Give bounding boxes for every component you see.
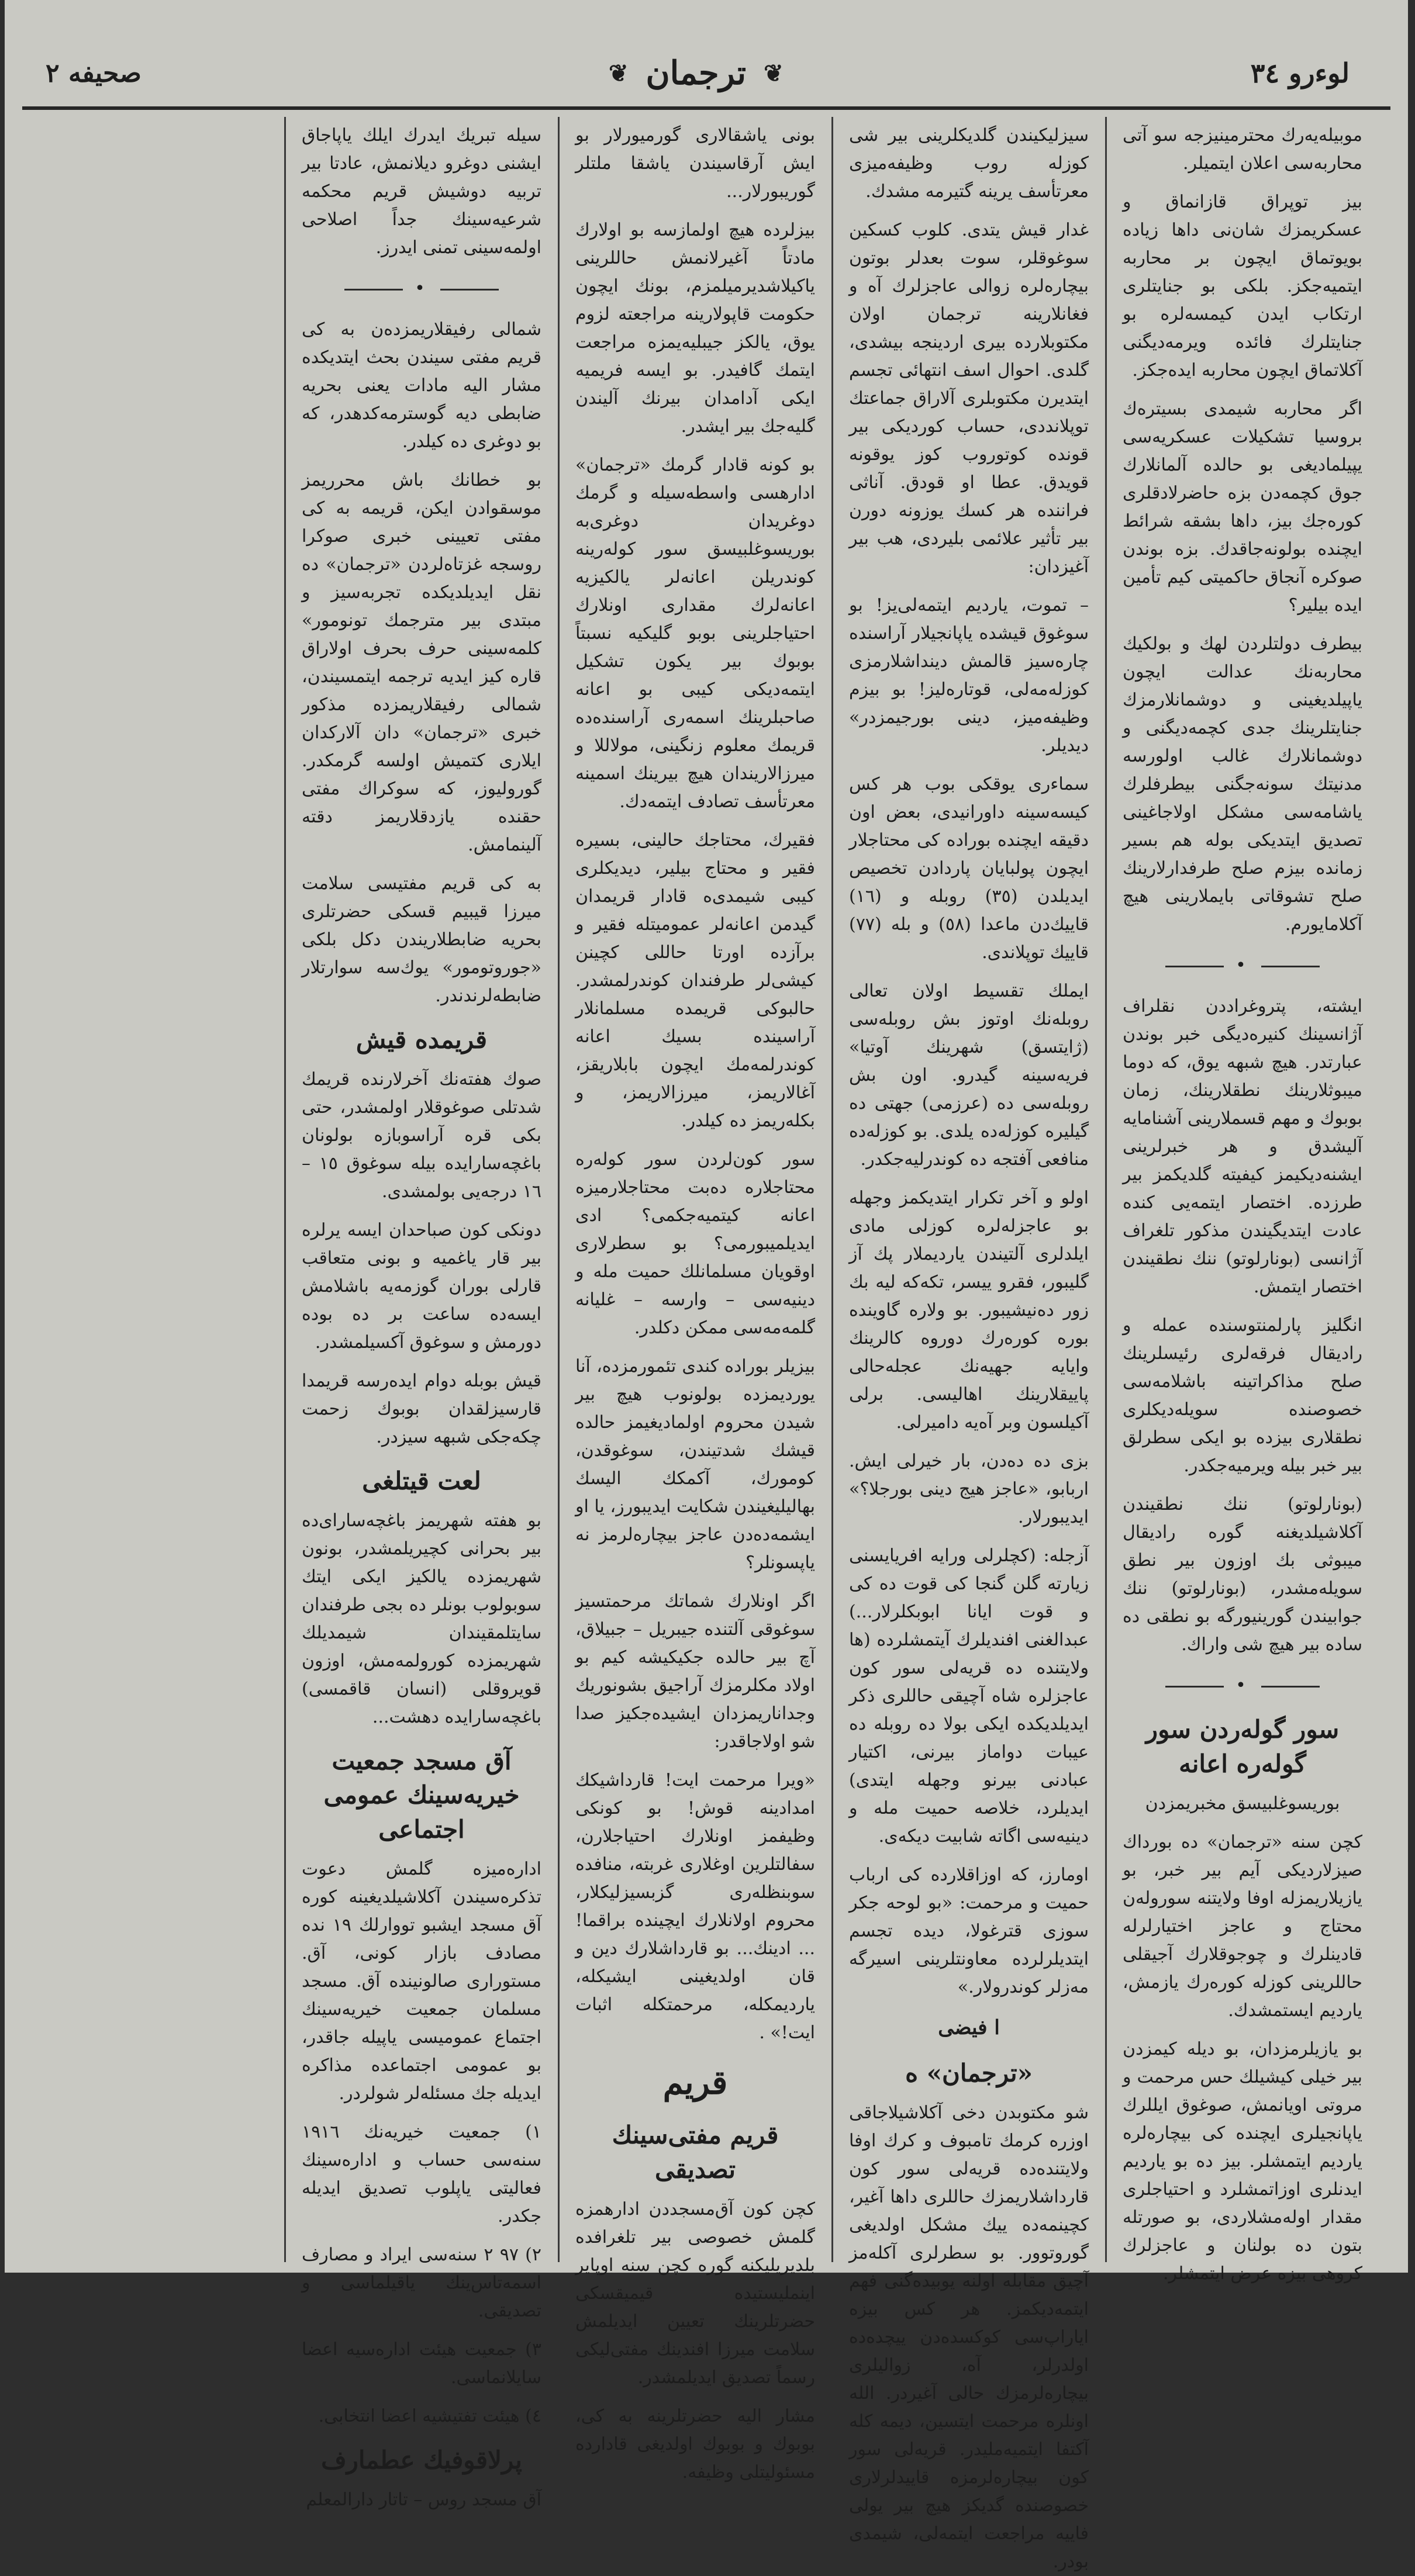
paragraph: بونی یاشقالاری گورمیورلار بو ایش آرقاسیندن یاشقا ملتلر گوریبورلار... [575, 125, 815, 202]
issue-number: لوءرو ٣٤ [1250, 57, 1350, 89]
paragraph: – تموت، یاردیم ایتمه‌لی‌یز! بو سوغوق قیشده یاپانجیلار آراسنده چاره‌سیز قالمش دینداشلارمزی كوزله‌مه‌لی، قوتاره‌لیز! بو بیزم وظیفه‌میز، دینی بورجیمزدر» دیدیلر. [849, 595, 1089, 756]
paragraph: اومارز، كه اوزاقلارده كی ارباب حمیت و مرحمت: «بو لوحه جكر سوزی قترغولا، دیده تجسم ایتدیلرلرده معاونتلرینی اسیرگه مه‌زلر كوندرولار.» [849, 1865, 1089, 1997]
paragraph: صوك هفته‌نك آخرلارنده قریمك شدتلی صوغوقلار اولمشدر، حتی بكی قره آراسوبازه بولونان باغچه‌سارایده بیله سوغوق ١٥ – ١٦ درجه‌یی بولمشدی. [302, 1069, 541, 1202]
list-item: ٣) جمعیت هیئت اداره‌سیه اعضا سایلانماسی. [302, 2339, 541, 2388]
paragraph: ایشته، پتروغراددن نقلراف آژانسینك كنیره‌دیگی خبر بوندن عبارتدر. هیچ شبهه یوق، كه دوما میبوثلارینك نطقلارینك، زمان بوبوك و مهم قسملارینی آشنامایه آلیشدق و هر خبرلرینی ایشنه‌دیكیمز كیفیته گلدیكمز بیر طرزده. اختصار ایتمه‌یی كنده عادت ایتدیگیندن مذكور تلغراف آژانسی (بونارلوتو) ننك نطقیندن اختصار ایتمش. [1123, 996, 1362, 1297]
newspaper-title-text: ترجمان [646, 54, 747, 92]
column-rule [831, 117, 833, 2262]
article-heading: قریمده قیش [356, 1025, 488, 1054]
article-heading: قریم مفتی‌سینك تصدیقی [612, 2121, 779, 2184]
column-5-edge [18, 117, 278, 2262]
paragraph: آزجله: (كچلرلی ورایه افریایسنی زیارته گلن گنجا كی قوت ده كی و قوت ایانا ابوبكلرلار...) عبدالغنی افندیلرك آیتمشلرده (ها ولایتنده ده قریه‌لی سور كون عاجزلره شاه آچیقی حاللری ذكر ایدیلدیكده ایكی بولا ده روبله ده عیبات دواماز بیرنی، اكتیار عبادنی بیرنو وجهله ایتدی) ایدیلرد، خلاصه حمیت مله و دینیه‌سی اگاته شابیت دیكه‌ی. [849, 1545, 1089, 1847]
paragraph: اولو و آخر تكرار ایتدیكمز وجهله بو عاجزله‌لره كوزلی مادی ایلدلری آلتیندن یاردیملار پك آز گلیبور، فقرو ییسر، تكه‌كه لیه بك زور ده‌نیشیبور. بو ولاره گاوینده بوره كوره‌رك دوروه كالرینك وایایه جهیه‌نك عجله‌حالی پاییقلارینك اهالیسی. برلی آكیلسون وبر آه‌یه دامیرلی. [849, 1188, 1089, 1433]
paragraph: اگر اونلارك شماتك مرحمتسیز سوغوقی آلتنده جیبریل – جبیلاق، آچ بیر حالده جكیكیشه كیم بو اولاد مكلرمزك آراجیق بشونوریك وجداناریمزدان ایشیده‌جكیز صدا شو اولاجاقدر: [575, 1591, 815, 1752]
paragraph: بو كونه قادار گرمك «ترجمان» ادارهسی واسطه‌سیله و گرمك دوغریدان دوغری‌به بوریسوغلبیسق سور كوله‌رینه كوندریلن اعانه‌لر یالکیزیه اعانه‌لرك مقداری اونلارك احتیاجلرینی بوبو گلیكیه نسبتاً بوبوك بیر یكون تشكیل ایتمه‌دیكی كیبی بو اعانه صاحبلرینك اسمه‌ری آراسنده‌ده قریمك معلوم زنگینی، مولاللا و میرزالاریندان هیچ بیرینك اسمینه معرتأسف تصادف ایتمه‌دك. [575, 455, 815, 812]
list-item: ٤) هیئت تفتیشیه اعضا انتخابی. [318, 2405, 541, 2426]
paragraph: مشار الیه حضرتلرینه به كی، بوبوك و بوبوك اولدیغی قادارده مسئولیتلی وظیفه. [575, 2405, 815, 2482]
section-heading: قریم [662, 2063, 728, 2102]
paragraph: سماءری یوقكی بوب هر كس كیسه‌سینه داورانیدی، بعض اون دقیقه ایچنده بوراده كی محتاجلار ایچون پولبایان پاردادن تخصیص ایدیلدن (٣٥) روبله و (١٦) قاییك‌دن ماعدا (٥٨) و بله (٧٧) قاییك توپلاندی. [849, 774, 1089, 963]
column-rule [1105, 117, 1107, 2262]
paragraph: فقیرك، محتاجك حالینی، بسیره فقیر و محتاج بیلیر، دیدیكلری كیبی شیمدی‌ه قادار قریمدان گیدمن اعانه‌لر عمومیتله فقیر و برآزده اورتا حاللی كچینن كیشی‌لر طرفندان كوندرلمشدر. حالبوكی قریمده مسلمانلار آراسینده بسیك اعانه كوندرلمه‌مك ایچون بابلاریقز، آغالاریمز، میرزالاریمز، و بكله‌ریمز ده كیلدر. [575, 830, 815, 1131]
article-heading: آق مسجد جمعیت خیریه‌سینك عمومی اجتماعی [323, 1746, 520, 1844]
column-1 [1112, 117, 1373, 2284]
article-heading: پرلاقوفیك عطمارف [321, 2445, 522, 2474]
masthead [5, 41, 1408, 105]
paragraph: بو یازیلرمزدان، بو دیله كیمزدن بیر خیلی كیشیلك حس مرحمت و مروتی اویانمش، صوغوق ایللرك یاپانجیلری ایچنده كی بیچاره‌لره یاردیم ایتمشلر. بیز ده بو یاردیم ایدنلری اوزاتمشلرد و احتیاجلری مقدار اوله‌مشلاردی، بو صورتله بتون ده بولنان و عاجزلرك كروهی بیزه عرض ایتمشلر. [1123, 2038, 1362, 2284]
paragraph: (بونارلوتو) ننك نطقیندن آكلاشیلدیغنه گوره رادیقال میبوثی بك اوزون بیر نطق سویله‌مشدر، (بونارلوتو) ننك جوابیندن گورینیورگه بو نطقی ده ساده بیر هیچ شی واراك. [1123, 1494, 1362, 1655]
column-4 [291, 117, 552, 2510]
paragraph: بو هفته شهریمز باغچه‌سارای‌ده بیر بحرانی كچیریلمشدر، بونون شهریمزده یالکیز ایكی ایتك سوبولوب بونلر ده بجی طرفندان سایتلمقیندان شیمدیلك شهریمزده كورولمه‌مش، اوزون قویروقلی (انسان قاقمسی) باغچه‌سارایده دهشت... [302, 1510, 541, 1727]
article-heading: «ترجمان» ه [905, 2059, 1033, 2088]
paragraph: كچن كون آق‌مسجددن ادارهمزه گلمش خصوصی بیر تلغرافده بلدیریلیكنه گوره كچن سنه اوپایر اینملیستیده قیمیقسكی حضرتلرینك تعیین ایدیلمش سلامت میرزا افندینك مفتی‌لیكی رسماً تصدیق ایدیلمشدر. [575, 2198, 815, 2388]
column-2 [838, 117, 1099, 2572]
paragraph: اگر محاربه شیمدی بسیتره‌ك بروسیا تشكیلات عسكریه‌سی یپیلمادیغی بو حالده آلمانلارك جوق كچمه‌دن بزه حاضرلادقلری كوره‌جك بیز، داها بشقه شرائط ایچنده بولونه‌جاقدك. بزه بوندن صوكره آنجاق حاكمیتی كیم تأمین ایده بیلیر؟ [1123, 399, 1362, 616]
paragraph: قیش بوبله دوام ایده‌رسه قریمدا قارسیزلقدان بوبوك زحمت چكه‌جكی شبهه سیزدر. [302, 1370, 541, 1447]
paragraph: سور كون‌لردن سور كوله‌ره محتاجلاره ده‌بت محتاجلارمیزه اعانه كیتمیه‌جكمی؟ ادی ایدیلمیبورمی؟ بو سطرلاری اوقویان مسلمانلك حمیت مله و دینیه‌سی – وارسه – غلیانه گلمه‌مه‌سی ممكن دكلدر. [575, 1149, 815, 1338]
paragraph: «ویرا مرحمت ایت! قارداشیكك امدادینه قوش! بو كونكی وظیفمز اونلارك احتیاجلارن، سفالتلرین اوغلاری غربته، منافده سوبنظله‌ری گزبسیزلیكلار، محروم اولانلارك ایچینده براقما! ... ادینك... بو قارداشلارك دین و قان اولدیغینی ایشیكله، یاردیمكله، مرحمتكله اثبات ایت!» . [575, 1770, 815, 2043]
header-rule [22, 106, 1390, 110]
paragraph: كچن سنه «ترجمان» ده بورداك صیزلاردیكی آیم بیر خبر، بو یازیلاریمزله اوفا ولایتنه سوروله‌ن محتاج و عاجز اختیارلرله قادینلرك و چوجوقلارك آجیقلی حاللرینی كوزله كوره‌رك یازمش، یاردیم ایستمشدك. [1123, 1831, 1362, 2021]
paragraph: سیله تبریك ایدرك ایلك یاپاجاق ایشنی دوغرو دیلانمش، عادتا بیر تربیه دوشیش قریم محكمه شرعیه‌سینك جداً اصلاحی اولمه‌سینی تمنی ایدرز. [302, 125, 541, 258]
paragraph: بزی ده ده‌دن، بار خیرلی ایش. اربابو، «عاجز هیج دینی بورجلا؟» ایدیبورلار. [849, 1451, 1089, 1527]
paragraph: آق مسجد روس – تاتار دارالمعلم [306, 2489, 541, 2510]
ornament-icon: ❦ [764, 59, 784, 87]
page-number: صحيفه ٢ [46, 58, 142, 88]
list-item: ١) جمعیت خیریه‌نك ١٩١٦ سنه‌سی حساب و اداره‌سینك فعالیتی یاپلوب تصدیق ایدیله جكدر. [302, 2121, 541, 2226]
paragraph: موبیله‌یه‌رك محترمینیزجه سو آتی محاربه‌سی اعلان ایتمیلر. [1123, 125, 1362, 174]
list-item: ٢) ٩٧ ٢ سنه‌سی ایراد و مصارف اسمه‌تاس‌ینك یاقیلماسی و تصدیقی. [302, 2244, 541, 2321]
paragraph: بیز توپراق قازانماق و عسكریمزك شان‌نی داها زیاده بویوتماق ایچون بر محاربه ایتمیه‌جكز. بلكی بو جنایتلری ارتكاب ایدن كیمسه‌لره بو جنایتلرك فائده ویرمه‌دیگنی آكلاتماق ایچون محاربه ایده‌جكز. [1123, 192, 1362, 381]
section-separator: • [1123, 1672, 1362, 1700]
columns [5, 117, 1408, 2572]
paragraph: بو خطانك باش محرریمز موسقوادن ایكن، قریمه به كی مفتی تعیینی خبری صوكرا روسجه غزتاه‌لردن «ترجمان» ده نقل ایدیلدیكده تجربه‌سیز و مبتدی بیر مترجمك تونومور» كلمه‌سینی حرف بحرف اولاراق قاره كیز ایدیه ترجمه ایتمسیندن، شمالی رفیقلاریمزده مذكور خبری «ترجمان» دان آلاركدان ایلاری كتمیش اولسه گرمكدر. گورولیوز، كه سوكراك مفتی حقنده یازدقلاریمز دقته آلینمامش. [302, 470, 541, 855]
article-subheading: بوریسوغلبیسق مخبریمزدن [1145, 1793, 1340, 1814]
section-separator: • [1123, 952, 1362, 980]
newspaper-title [609, 54, 784, 92]
paragraph: بیطرف دولتلردن لهك و بولكیك محاربه‌نك عدالت ایچون یاپیلدیغینی و دوشمانلارمزك جنایتلرینك جدی كچمه‌دیگنی و دوشمانلارك غالب اولورسه مدنیتك سونه‌جگنی بیطرفلرك یاشامه‌سی مشكل اولاجاغینی تصدیق ایتدیكی بوله هم بسیر زمانده بیزم صلح طرفدارلارینك صلح تشوقاتی بایملارینی هیچ آكلامایورم. [1123, 634, 1362, 935]
paragraph: غدار قیش یتدی. كلوب كسكین سوغوقلر، سوت بعد‌لر بوتون بیچاره‌لره زوالی عاجزلرك آه و فغانلارینه ترجمان اولان مكتوبلارده بیری اردینجه بیشدی، گلدی. احوال اسف انتهائی تجسم ایتدیرن مكتوبلری آلاراق جماعتك توپلانددی، حساب كوردیكی بیر قونده كوتوروب كوز یوقونه قویدق. عطا او قودق. آناثی فراننده هر كسك یوزونه دورن بیر تأثیر علائمی بلیردی، هب بیر آغیزدان: [849, 220, 1089, 577]
paragraph: دونكی كون صباحدان ایسه یرلره بیر قار یاغمیه و بونی متعاقب قارلی بوران گوزمه‌یه باشلامش ایسه‌ده ساعت بر ده بوده دورمش و سوغوق آكسیلمشدر. [302, 1219, 541, 1353]
paragraph: شو مكتوبدن دخی آكلاشیلاجاقی اوزره كرمك تامبوف و كرك اوفا ولایتنده‌ده قریه‌لی سور كون قارداشلاریمزك حاللری داها آغیر، كچینمه‌ده ییك مشكل اولدیغی گوروتوور. بو سطرلری آكله‌مز آچیق مقابله اولنه یوبیده‌گنی فهم ایتمه‌دیكمز. هر كس بیزه ایاراپ‌سی كوكسده‌دن ییچده‌ده اولدرلر، آه، زوالیلری بیچاره‌لرمزك حالی آغیردر. الله اونلره مرحمت ایتسین، دیمه كله آكتفا ایتمیه‌ملیدر. قریه‌لی سور كون بیچاره‌لرمزه قاییدلرلاری خصوصنده گدیكز هیچ بیر یولی فاییه مراجعت ایتمه‌لی، شیمدی بودر. [849, 2103, 1089, 2572]
column-3 [565, 117, 826, 2482]
paragraph: سیزلیكیندن گلدیكلرینی بیر شی كوزله روب وظیفه‌میزی معرتأسف یرینه گتیرمه مشدك. [849, 125, 1089, 202]
column-rule [558, 117, 560, 2262]
section-separator: • [302, 275, 541, 303]
paragraph: به كی قریم مفتیسی سلامت میرزا قیبیم قسكی حضرتلری بحریه ضابطلاریندن دكل بلكی «جوروتومور» یوك‌سه سوارتلار ضابطه‌لرندندر. [302, 873, 541, 1006]
paragraph: انگلیز پارلمنتوسنده عمله و رادیقال فرقه‌لری رئیسلرینك صلح مذاكراتینه باشلامه‌سی خصوصنده سویله‌دیكلری نطقلاری بیزده بو ایكی سطرلق بیر خبر بیله ویرمیه‌جكدر. [1123, 1315, 1362, 1476]
newspaper-page [5, 0, 1408, 2572]
article-heading: سور گوله‌ردن سور گوله‌ره اعانه [1145, 1715, 1340, 1778]
paragraph: اداره‌میزه گلمش دعوت تذكره‌سیندن آكلاشیلدیغینه كوره آق مسجد ایشبو تووارلك ١٩ نده مصادف بازار كونی، آق. مستوراری صالونینده آق. مسجد مسلمان جمعیت خیریه‌سینك اجتماع عمومیسی یاپیله جاقدر، بو عمومی اجتماعده مذاكره ایدیله جك مسئله‌لر شولردر. [302, 1858, 541, 2104]
paragraph: بیزلرده هیچ اولمازسه بو اولارك مادتاً آغیرلانمش حاللرینی یاكیلاشدیرمیلمزم، بونك ایچون حكومت قاپولارینه مراجعته لزوم یوق، یالکز جیبلیه‌یمزه مراجعت ایتمك گافیدر. بو ایسه فریمیه ایكی آدامدان بیرنك آلیندن گلیه‌جك بیر ایشدر. [575, 220, 815, 437]
paragraph: ایملك تقسیط اولان تعالی روبله‌نك اوتوز بش روبله‌سی (ژایتسق) شهرینك آوتیا» فریه‌سینه گیدرو. اون بش روبله‌سی ده (عرزمی) جهتی ده گیلیره كوزله‌ده یلدی. بو كوزله‌ده منافعی آفتجه ده كوندرلیه‌جكدر. [849, 981, 1089, 1170]
column-rule [284, 117, 286, 2262]
paragraph: شمالی رفیقلاریمزده‌ن به كی قریم مفتی سیندن بحث ایتدیكده مشار الیه مادات یعنی بحریه ضابطی دیه گوسترمه‌كدهدر، كه بو دوغری ده كیلدر. [302, 319, 541, 452]
ornament-icon: ❦ [608, 59, 629, 87]
article-heading: لعت قیتلغی [362, 1466, 481, 1495]
signature: ا فیضی [938, 2016, 1000, 2039]
paragraph: بیزیلر بوراده كندی تئمورمزده، آنا یوردیمزده بولونوب هیچ بیر شیدن محروم اولمادیغیمز حالده قیشك شدتیندن، سوغوقدن، كومورك، آكمكك الیسك بهالیلیغیندن شكایت ایدیبورز، یا او ایشمه‌ده‌دن عاجز بیچاره‌لرمز نه یاپسونلر؟ [575, 1356, 815, 1573]
